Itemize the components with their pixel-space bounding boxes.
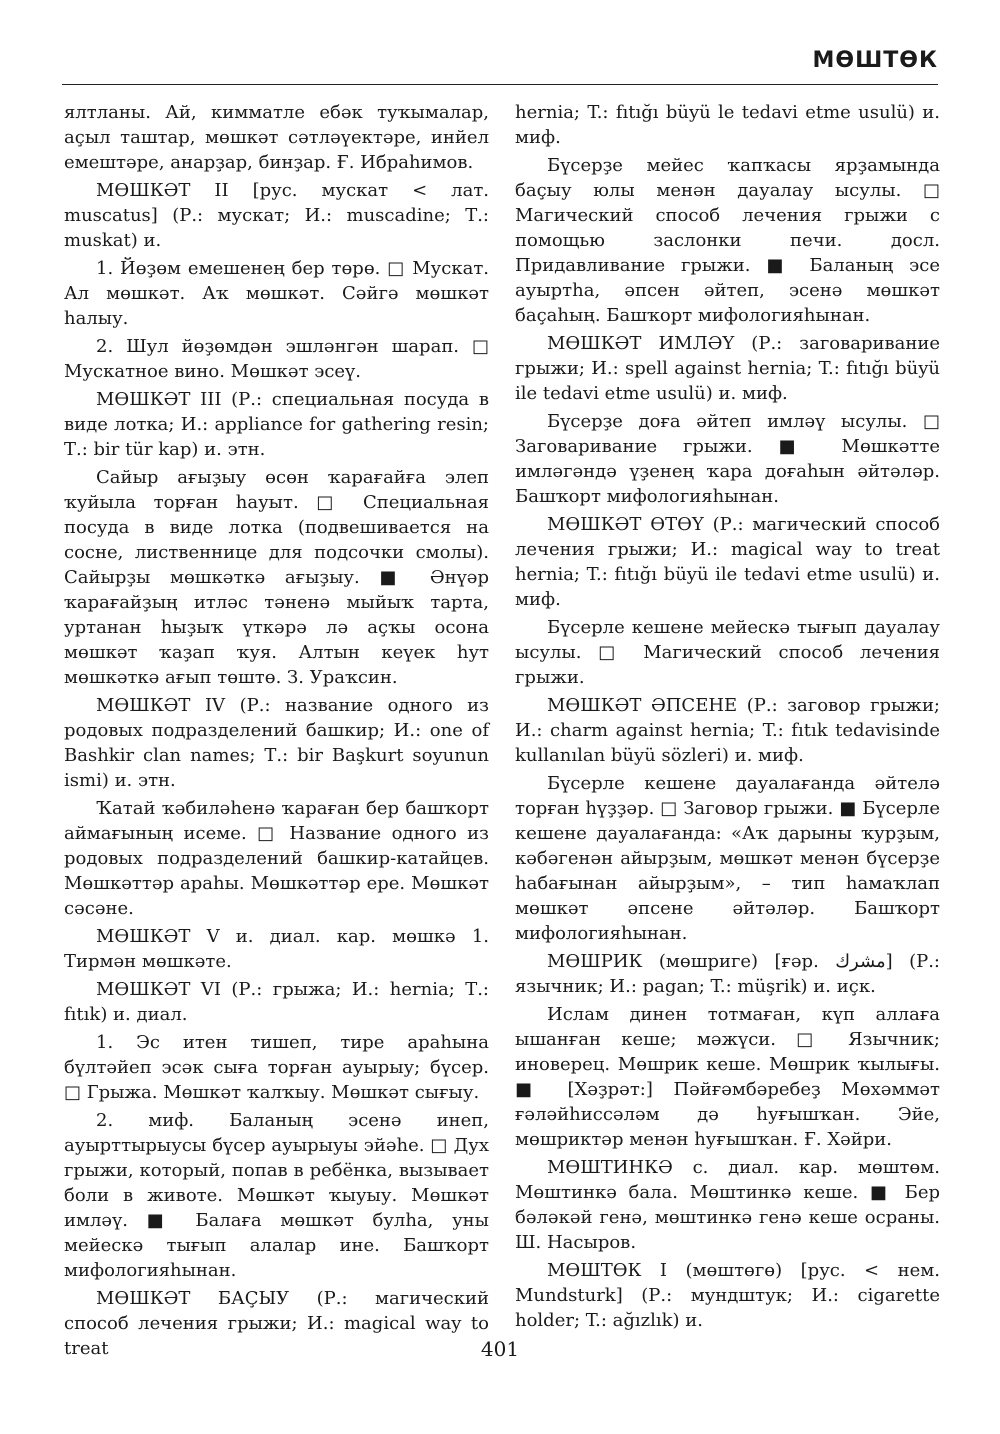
entry-moshtok-1: МӨШТӨК I (мөштөгө) [рус. < нем. Mundsturk] (Р.: мундштук; И.: cigarette holder; T.: ağızlık) и. bbox=[515, 1260, 940, 1331]
sense-2: 2. миф. Баланың эсенә инеп, ауырттырыусы бүсер ауырыуы эйәһе. □ Дух грыжи, который, попав в ребёнка, вызывает боли в животе. Мөшкәт ҡыуыу. Мөшкәт имләү. ■ Балаға мөшкәт булһа, уны мейескә тығып алалар ине. Башҡорт мифологияһынан. bbox=[64, 1110, 489, 1281]
entry-moshrik: МӨШРИК (мөшриге) [ғәр. مشرك] (Р.: язычник; И.: pagan; T.: müşrik) и. иҫк. bbox=[515, 951, 940, 997]
entry-mushkat-2: МӨШКӘТ II [рус. мускат < лат. muscatus] (Р.: мускат; И.: muscadine; Т.: muskat) и. bbox=[64, 180, 489, 251]
header-rule bbox=[62, 84, 938, 85]
entry-definition: Бүсерле кешене мейескә тығып дауалау ысулы. □ Магический способ лечения грыжи. bbox=[515, 617, 940, 688]
sense-1: 1. Эс итен тишеп, тире араһына бүлтәйеп эсәк сыға торған ауырыу; бүсер. □ Грыжа. Мөшкәт ҡалҡыу. Мөшкәт сығыу. bbox=[64, 1032, 489, 1103]
entry-mushkat-6: МӨШКӘТ VI (Р.: грыжа; И.: hernia; Т.: fıtık) и. диал. bbox=[64, 979, 489, 1025]
page-number: 401 bbox=[480, 1337, 520, 1361]
entry-definition: Сайыр ағыҙыу өсөн ҡарағайға элеп ҡуйыла торған һауыт. □ Специальная посуда в виде лотка (подвешивается на сосне, лиственнице для подсочки смолы). Сайырҙы мөшкәткә ағыҙыу. ■ Әнүәр ҡарағайҙың итләс тәненә мыйыҡ тарта, уртанан һыҙыҡ үткәрә лә аҫҡы осона мөшкәт ҡаҙап ҡуя. Алтын кеүек һут мөшкәткә ағып төштө. З. Ураҡсин. bbox=[64, 467, 489, 688]
running-head: МӨШТӨК bbox=[812, 48, 938, 73]
entry-mushkat-4: МӨШКӘТ IV (Р.: название одного из родовых подразделений башкир; И.: one of Bashkir clan names; Т.: bir Başkurt soyunun ismi) и. этн. bbox=[64, 695, 489, 791]
entry-moshtinka: МӨШТИНКӘ с. диал. кар. мөштөм. Мөштинкә бала. Мөштинкә кеше. ■ Бер бәләкәй генә, мөштинкә генә кеше осраны. Ш. Насыров. bbox=[515, 1157, 940, 1253]
sense-1: 1. Йөҙөм емешенең бер төрө. □ Мускат. Ал мөшкәт. Аҡ мөшкәт. Сәйгә мөшкәт һалыу. bbox=[64, 258, 489, 329]
entry-mushkat-5: МӨШКӘТ V и. диал. кар. мөшкә 1. Тирмән мөшкәте. bbox=[64, 926, 489, 972]
entry-definition: Бүсерле кешене дауалағанда әйтелә торған һүҙҙәр. □ Заговор грыжи. ■ Бүсерле кешене дауалағанда: «Аҡ дарыны ҡурҙым, кәбәгенән айырҙым, мөшкәт менән бүсерҙе һабағынан айырҙым», – тип һамаҡлап мөшкәт әпсене әйтәләр. Башҡорт мифологияһынан. bbox=[515, 773, 940, 944]
entry-definition: Ҡатай ҡәбиләһенә ҡараған бер башҡорт аймағының исеме. □ Название одного из родовых подразделений башкир-катайцев. Мөшкәттәр араһы. Мөшкәттәр ере. Мөшкәт сәсәне. bbox=[64, 798, 489, 919]
entry-mushkat-imlau: МӨШКӘТ ИМЛӘҮ (Р.: заговаривание грыжи; И.: spell against hernia; T.: fıtığı büyü ile tedavi etme usulü) и. миф. bbox=[515, 333, 940, 404]
entry-definition: Бүсерҙе доға әйтеп имләү ысулы. □ Заговаривание грыжи. ■ Мөшкәтте имләгәндә үҙенең ҡара доғаһын әйтәләр. Башҡорт мифологияһынан. bbox=[515, 411, 940, 507]
entry-mushkat-basyu: МӨШКӘТ БАҪЫУ (Р.: магический способ лечения грыжи; И.: magical way to treat bbox=[64, 1288, 489, 1359]
entry-mushkat-apsene: МӨШКӘТ ӘПСЕНЕ (Р.: заговор грыжи; И.: charm against hernia; T.: fıtık tedavisinde kullanılan büyü sözleri) и. миф. bbox=[515, 695, 940, 766]
entry-mushkat-otou: МӨШКӘТ ӨТӨҮ (Р.: магический способ лечения грыжи; И.: magical way to treat hernia; T.: fıtığı büyü ile tedavi etme usulü) и. миф. bbox=[515, 514, 940, 610]
entry-definition: Ислам динен тотмаған, күп аллаға ышанған кеше; мәжүси. □ Язычник; иноверец. Мөшрик кеше. Мөшрик ҡылығы. ■ [Хәҙрәт:] Пәйғәмбәребеҙ Мөхәммәт ғәләйһиссәләм дә һуғышҡан. Эйе, мөшриктәр менән һуғышҡан. Ғ. Хәйри. bbox=[515, 1004, 940, 1150]
entry-continuation: hernia; T.: fıtığı büyü le tedavi etme usulü) и. миф. bbox=[515, 102, 940, 148]
entry-mushkat-3: МӨШКӘТ III (Р.: специальная посуда в виде лотка; И.: appliance for gathering resin; Т.: bir tür kap) и. этн. bbox=[64, 389, 489, 460]
entry-definition: Бүсерҙе мейес ҡапҡасы ярҙамында баҫыу юлы менән дауалау ысулы. □ Магический способ лечения грыжи с помощью заслонки печи. досл. Придавливание грыжи. ■ Баланың эсе ауыртһа, әпсен әйтеп, эсенә мөшкәт баҫаһың. Башҡорт мифологияһынан. bbox=[515, 155, 940, 326]
sense-2: 2. Шул йөҙөмдән эшләнгән шарап. □ Мускатное вино. Мөшкәт эсеү. bbox=[64, 336, 489, 382]
entry-continuation: ялтланы. Ай, кимматле ебәк туҡымалар, аҫыл таштар, мөшкәт сәтләүектәре, инйел емештәре, анарҙар, бинҙар. Ғ. Ибраһимов. bbox=[64, 102, 489, 173]
right-column bbox=[515, 100, 940, 1336]
left-column bbox=[64, 100, 489, 1364]
